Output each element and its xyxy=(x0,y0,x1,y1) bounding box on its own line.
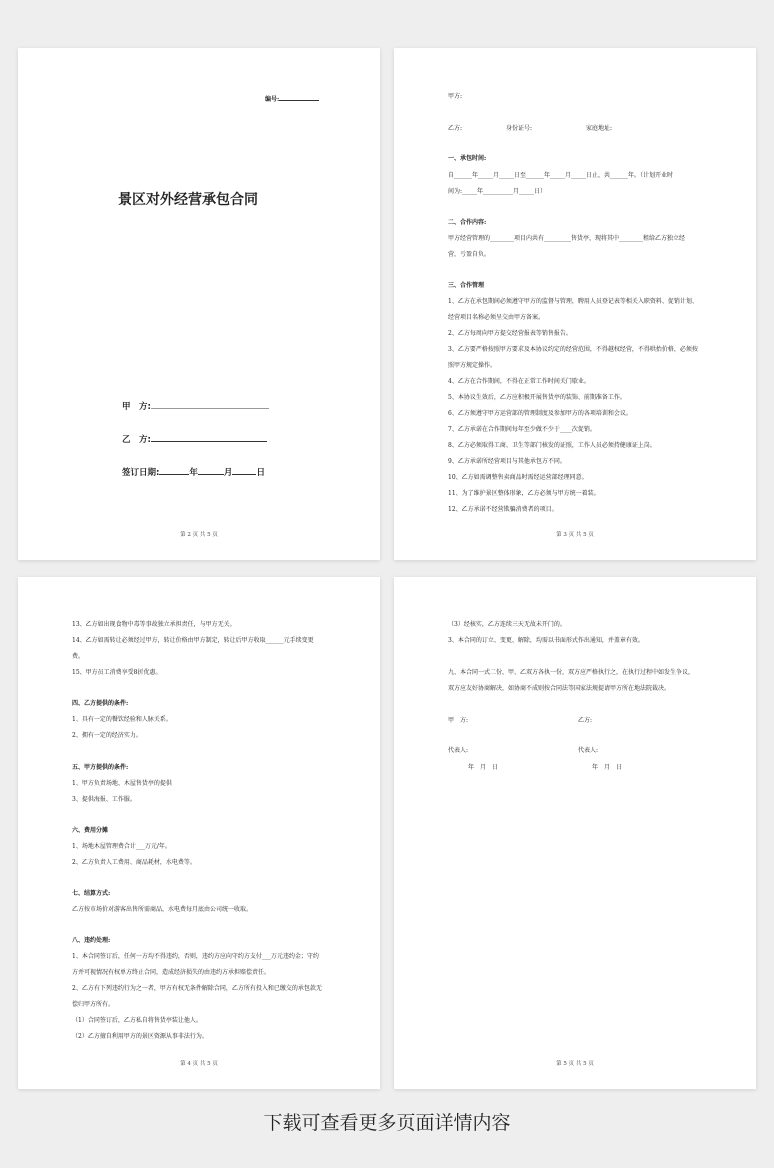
home-address: 家庭地址: xyxy=(586,125,613,132)
text-line: 2、乙方有下列违约行为之一者，甲方有权无条件解除合同，乙方所有投入和已缴交的承包款无 xyxy=(72,985,322,992)
text-line: 双方应友好协商解决，如协商不成则按合同法等国家法规提请甲方所在地法院裁决。 xyxy=(448,685,671,692)
text-line: 九、本合同一式二份，甲、乙双方各执一份，双方应严格执行之，在执行过程中如发生争议， xyxy=(448,669,695,676)
section-1-title: 一、承包时间: xyxy=(448,155,487,162)
party-b: 乙方: xyxy=(448,125,463,132)
sign-party-a: 甲 方: xyxy=(448,717,469,724)
list-item: 照甲方规定操作。 xyxy=(448,362,497,369)
text-line: 1、具有一定的餐饮经验和人脉关系。 xyxy=(72,716,172,723)
page-5 xyxy=(394,577,756,1089)
list-item: 5、本协议生效后，乙方应积极开展售货亭的装饰、前期准备工作。 xyxy=(448,394,626,401)
text-line: 1、本合同签订后，任何一方均不得违约，否则，违约方应向守约方支付___万元违约金；守约 xyxy=(72,953,319,960)
sign-date-a: 年 月 日 xyxy=(468,764,499,771)
party-a: 甲方: xyxy=(448,93,463,100)
representative-b: 代表人: xyxy=(578,747,599,754)
download-caption: 下载可查看更多页面详情内容 xyxy=(263,1112,511,1134)
list-item: 6、乙方须遵守甲方运营部的管理制度及参加甲方的各项培训和会议。 xyxy=(448,410,632,417)
section-5-title: 五、甲方提供的条件: xyxy=(72,764,129,771)
list-item: 11、为了维护景区整体形象，乙方必须与甲方统一着装。 xyxy=(448,490,600,497)
text-line: 3、本合同的订立、变更、解除，均需以书面形式作出通知，并盖章有效。 xyxy=(448,637,644,644)
text-line: 15、甲方员工消费享受8折优惠。 xyxy=(72,669,162,676)
text-line: 13、乙方如出现食物中毒等事故独立承担责任，与甲方无关。 xyxy=(72,621,236,628)
text-line: 14、乙方如需转让必须经过甲方，转让价格由甲方制定，转让后甲方收取______元手续变更 xyxy=(72,637,314,644)
section-3-title: 三、合作管理 xyxy=(448,282,485,289)
list-item: 4、乙方在合作期间，不得在正常工作时间关门歇业。 xyxy=(448,378,590,385)
text-line: 3、提供海报、工作服。 xyxy=(72,796,136,803)
text-line: 费。 xyxy=(72,653,85,660)
text-line: 方并可视情况有权单方终止合同，造成经济损失的由违约方承担赔偿责任。 xyxy=(72,969,271,976)
party-b-field: 乙 方: xyxy=(122,433,267,445)
section-6-title: 六、费用分摊 xyxy=(72,827,109,834)
list-item: 2、乙方每周向甲方提交经营报表等销售报告。 xyxy=(448,330,572,337)
list-item: 3、乙方要严格按照甲方要求及本协议约定的经营范围，不得越权经营，不得哄抬价格，必须按 xyxy=(448,346,698,353)
representative-a: 代表人: xyxy=(448,747,469,754)
text-line: 间为:_____年__________月_____日） xyxy=(448,188,547,195)
page-footer: 第 4 页 共 5 页 xyxy=(180,1061,218,1067)
page-title: 景区对外经营承包合同 xyxy=(118,192,258,208)
text-line: 2、乙方负责人工费用、商品耗材，水电费等。 xyxy=(72,859,196,866)
list-item: 9、乙方承诺所经营项目与其他承包方不同。 xyxy=(448,458,566,465)
list-item: 8、乙方必须取得工商、卫生等部门核发的证照，工作人员必须持健康证上岗。 xyxy=(448,442,656,449)
sign-party-b: 乙方: xyxy=(578,717,593,724)
page-footer: 第 5 页 共 5 页 xyxy=(556,1061,594,1067)
text-line: 2、拥有一定的经济实力。 xyxy=(72,732,142,739)
sign-date-b: 年 月 日 xyxy=(592,764,623,771)
page-4 xyxy=(18,577,380,1089)
id-number: 身份证号: xyxy=(506,125,533,132)
text-line: （2）乙方擅自利用甲方的景区资源从事非法行为。 xyxy=(72,1033,208,1040)
text-line: （1）合同签订后，乙方私自将售货亭装让他人。 xyxy=(72,1017,202,1024)
list-item: 7、乙方承诺在合作期间每年至少做不少于____次促销。 xyxy=(448,426,596,433)
text-line: 1、场地木屋管理费合计___万元/年。 xyxy=(72,843,171,850)
party-a-field: 甲 方: xyxy=(122,400,269,412)
section-2-title: 二、合作内容: xyxy=(448,219,487,226)
page-3 xyxy=(394,48,756,560)
sign-date-field: 签订日期: 年 月 日 xyxy=(122,468,265,478)
list-item: 10、乙方如需调整售卖商品时需经运营部经理同意。 xyxy=(448,474,588,481)
list-item: 经营项目名称必须呈交由甲方备案。 xyxy=(448,314,545,321)
section-4-title: 四、乙方提供的条件: xyxy=(72,700,129,707)
list-item: 12、乙方承诺不经营欺骗消费者的项目。 xyxy=(448,506,558,513)
text-line: （3）经核实，乙方连续三天无故未开门的。 xyxy=(448,621,566,628)
contract-number: 编号: xyxy=(265,93,319,104)
text-line: 偿归甲方所有。 xyxy=(72,1001,115,1008)
text-line: 乙方按市场价对游客出售所需商品，水电费每月底由公司统一收取。 xyxy=(72,906,253,913)
section-8-title: 八、违约处理: xyxy=(72,937,111,944)
section-7-title: 七、结算方式: xyxy=(72,890,111,897)
page-footer: 第 3 页 共 5 页 xyxy=(556,532,594,538)
text-line: 1、甲方负责场地、木屋售货亭的提供 xyxy=(72,780,172,787)
text-line: 营，亏盈自负。 xyxy=(448,251,491,258)
text-line: 甲方经营管理的________项目内共有_________售货亭，现将其中________租给乙方独立经 xyxy=(448,235,686,242)
text-line: 自______年_____月_____日至______年_____月_____日止，共______年。（计划开业时 xyxy=(448,172,674,179)
page-footer: 第 2 页 共 5 页 xyxy=(180,532,218,538)
list-item: 1、乙方在承包期间必须遵守甲方的监督与管理，聘用人员登记表等相关入职资料、促销计划、 xyxy=(448,298,698,305)
page-2 xyxy=(18,48,380,560)
